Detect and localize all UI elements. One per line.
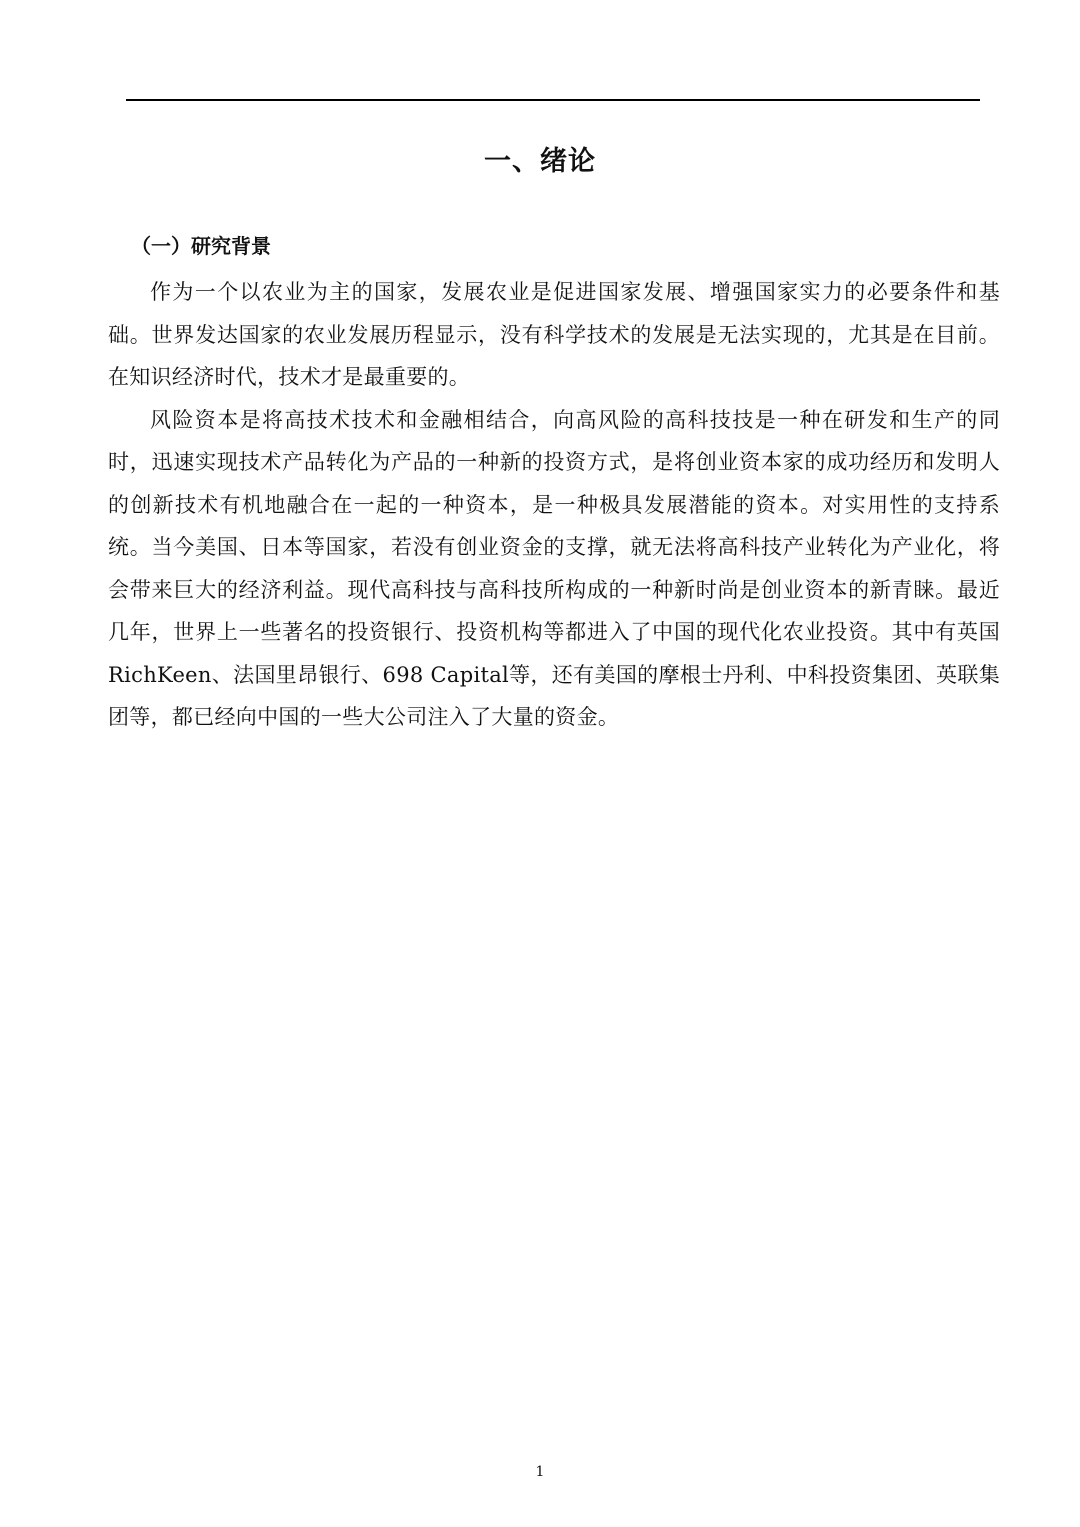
paragraph: 作为一个以农业为主的国家，发展农业是促进国家发展、增强国家实力的必要条件和基础。世界发达国家的农业发展历程显示，没有科学技术的发展是无法实现的，尤其是在目前。在知识经济时代，技术才是最重要的。 (108, 280, 1000, 389)
body-text (108, 271, 1000, 739)
page-number: 1 (535, 1464, 545, 1480)
header-rule (126, 99, 980, 101)
paragraph: 风险资本是将高技术技术和金融相结合，向高风险的高科技技是一种在研发和生产的同时，迅速实现技术产品转化为产品的一种新的投资方式，是将创业资本家的成功经历和发明人的创新技术有机地融合在一起的一种资本，是一种极具发展潜能的资本。对实用性的支持系统。当今美国、日本等国家，若没有创业资金的支撑，就无法将高科技产业转化为产业化，将会带来巨大的经济利益。现代高科技与高科技所构成的一种新时尚是创业资本的新青睐。最近几年，世界上一些著名的投资银行、投资机构等都进入了中国的现代化农业投资。其中有英国 RichKeen、法国里昂银行、698 Capital等，还有美国的摩根士丹利、中科投资集团、英联集团等，都已经向中国的一些大公司注入了大量的资金。 (108, 407, 1000, 729)
chapter-title: 一、绪论 (484, 146, 596, 177)
section-heading: （一）研究背景 (131, 234, 271, 258)
